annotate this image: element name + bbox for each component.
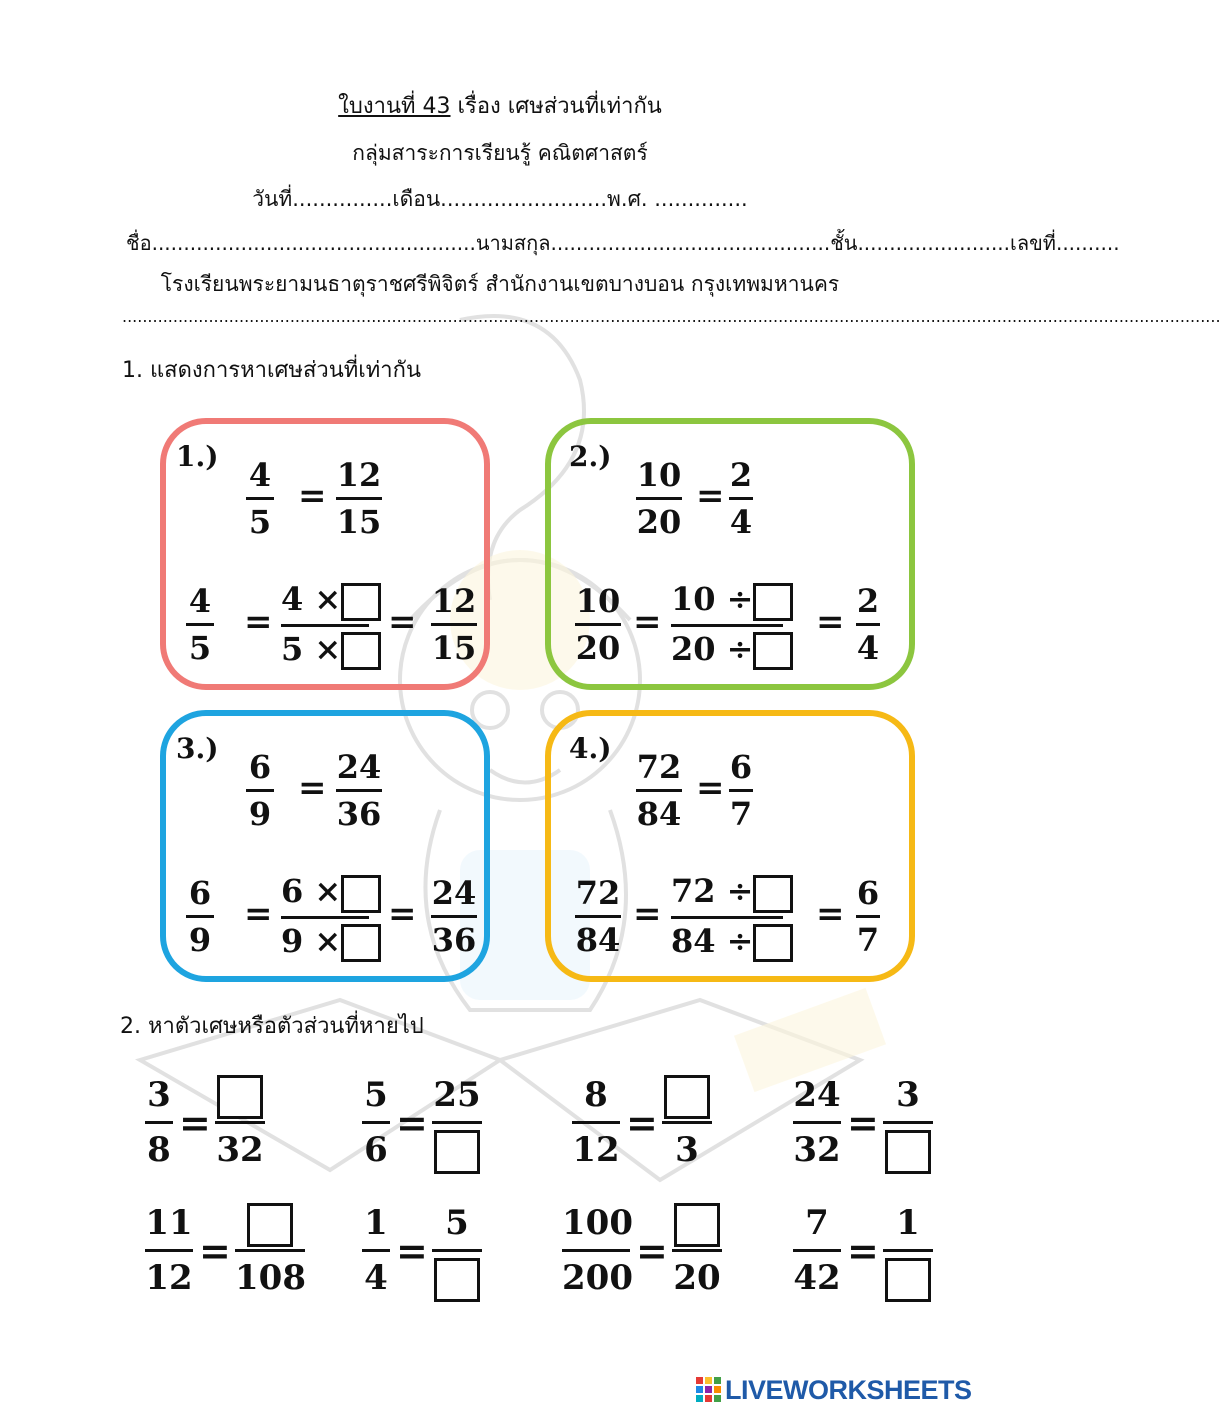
exercise-label: 4.) [569, 732, 612, 765]
answer-box[interactable] [885, 1130, 931, 1174]
denominator: 20 [575, 629, 621, 667]
numerator: 10 [575, 582, 621, 620]
denominator: 3 [675, 1130, 699, 1170]
numerator: 7 [805, 1203, 829, 1243]
work-fraction-result [431, 582, 477, 667]
numerator: 100 [562, 1203, 633, 1243]
denominator: 20 [671, 629, 716, 668]
denominator: 15 [336, 503, 382, 541]
worksheet-title [0, 88, 1000, 123]
worksheet-number: ใบงานที่ 43 [338, 94, 451, 119]
denominator: 200 [562, 1258, 633, 1298]
answer-box[interactable] [341, 924, 381, 962]
numerator: 6 [856, 874, 880, 912]
equals-sign: = [847, 1228, 879, 1273]
exercise-label: 2.) [569, 440, 612, 473]
target-fraction [883, 1200, 933, 1301]
missing-term-problem-1 [145, 1072, 273, 1182]
missing-term-problem-5 [145, 1200, 313, 1310]
denominator: 7 [856, 921, 880, 959]
given-fraction [793, 1072, 841, 1173]
equals-sign: = [816, 894, 845, 934]
numerator: 24 [431, 874, 477, 912]
equals-sign: = [244, 894, 273, 934]
target-fraction [432, 1072, 482, 1173]
equals-sign: = [199, 1228, 231, 1273]
target-fraction [235, 1200, 305, 1301]
section-1-title: 1. แสดงการหาเศษส่วนที่เท่ากัน [122, 358, 422, 383]
given-fraction [362, 1200, 390, 1301]
numerator: 24 [336, 748, 382, 786]
exercise-panel-4 [545, 710, 915, 982]
numerator: 8 [584, 1075, 608, 1115]
equals-sign: = [847, 1100, 879, 1145]
operator: ÷ [726, 921, 754, 960]
equals-sign: = [388, 602, 417, 642]
denominator: 15 [431, 629, 477, 667]
given-fraction [572, 1072, 620, 1173]
missing-term-problem-7 [562, 1200, 730, 1310]
equals-sign: = [179, 1100, 211, 1145]
numerator: 4 [248, 456, 272, 494]
section-2-title: 2. หาตัวเศษหรือตัวส่วนที่หายไป [120, 1014, 424, 1039]
denominator: 108 [235, 1258, 306, 1298]
answer-box[interactable] [753, 583, 793, 621]
equals-sign: = [244, 602, 273, 642]
target-fraction [672, 1200, 722, 1301]
exercise-label: 3.) [176, 732, 219, 765]
numerator: 10 [636, 456, 682, 494]
work-fraction-result [856, 582, 880, 667]
denominator: 5 [248, 503, 272, 541]
denominator: 84 [575, 921, 621, 959]
given-fraction [362, 1072, 390, 1173]
answer-box[interactable] [217, 1075, 263, 1119]
numerator: 11 [145, 1203, 193, 1243]
logo-grid-icon [696, 1377, 722, 1403]
denominator: 4 [364, 1258, 388, 1298]
liveworksheets-logo [696, 1375, 972, 1405]
work-fraction-result [856, 874, 880, 959]
missing-term-problem-6 [362, 1200, 490, 1310]
numerator: 12 [336, 456, 382, 494]
target-fraction [662, 1072, 712, 1173]
target-fraction [215, 1072, 265, 1173]
denominator: 84 [671, 921, 716, 960]
answer-box[interactable] [341, 583, 381, 621]
answer-box[interactable] [753, 632, 793, 670]
student-info-line: ชื่อ...................................................นามสกุล............................................ชั้น........................เลขที่.......... [126, 231, 1120, 255]
school-line: โรงเรียนพระยามนธาตุราชศรีพิจิตร์ สำนักงานเขตบางบอน กรุงเทพมหานคร [160, 272, 840, 296]
answer-box[interactable] [664, 1075, 710, 1119]
denominator: 32 [793, 1130, 841, 1170]
denominator: 9 [281, 921, 304, 960]
work-fraction-result [431, 874, 477, 959]
equals-sign: = [298, 768, 327, 808]
given-fraction-left [636, 748, 682, 833]
numerator: 4 [188, 582, 212, 620]
answer-box[interactable] [885, 1258, 931, 1302]
logo-text: LIVEWORKSHEETS [725, 1374, 972, 1405]
numerator: 6 [248, 748, 272, 786]
equals-sign: = [388, 894, 417, 934]
equals-sign: = [626, 1100, 658, 1145]
operator: ÷ [726, 872, 754, 910]
numerator: 1 [896, 1203, 920, 1243]
denominator: 12 [145, 1258, 193, 1298]
given-fraction [145, 1072, 173, 1173]
numerator: 3 [147, 1075, 171, 1115]
denominator: 12 [572, 1130, 620, 1170]
given-fraction-right [729, 748, 753, 833]
denominator: 6 [364, 1130, 388, 1170]
numerator: 72 [575, 874, 621, 912]
missing-term-problem-3 [572, 1072, 720, 1182]
operator: × [314, 921, 342, 960]
numerator: 10 [671, 580, 716, 618]
denominator: 84 [636, 795, 682, 833]
work-fraction-start [575, 874, 621, 959]
numerator: 5 [364, 1075, 388, 1115]
given-fraction-left [246, 748, 274, 833]
date-line: วันที่...............เดือน.........................พ.ศ. .............. [252, 187, 748, 211]
exercise-panel-1 [160, 418, 490, 690]
equals-sign: = [816, 602, 845, 642]
denominator: 7 [729, 795, 753, 833]
given-fraction [793, 1200, 841, 1301]
numerator: 72 [636, 748, 682, 786]
operation-fraction [671, 872, 783, 962]
denominator: 4 [729, 503, 753, 541]
numerator: 4 [281, 580, 304, 618]
operation-fraction [281, 872, 369, 962]
operation-fraction [281, 580, 369, 670]
denominator: 5 [188, 629, 212, 667]
target-fraction [432, 1200, 482, 1301]
given-fraction [145, 1200, 193, 1301]
answer-box[interactable] [247, 1203, 293, 1247]
missing-term-problem-4 [793, 1072, 941, 1182]
missing-term-problem-8 [793, 1200, 941, 1310]
given-fraction-left [246, 456, 274, 541]
work-fraction-start [575, 582, 621, 667]
worksheet-topic: เรื่อง เศษส่วนที่เท่ากัน [450, 94, 662, 119]
work-fraction-start [186, 874, 214, 959]
equals-sign: = [396, 1100, 428, 1145]
numerator: 2 [729, 456, 753, 494]
given-fraction [562, 1200, 633, 1301]
subject-line: กลุ่มสาระการเรียนรู้ คณิตศาสตร์ [352, 141, 648, 165]
numerator: 6 [281, 872, 304, 910]
divider-line: ........................................................................................................................................................................................................................ [122, 307, 1221, 326]
operator: × [314, 629, 342, 668]
denominator: 8 [147, 1130, 171, 1170]
exercise-panel-3 [160, 710, 490, 982]
denominator: 9 [188, 921, 212, 959]
answer-box[interactable] [341, 632, 381, 670]
numerator: 72 [671, 872, 716, 910]
operator: ÷ [726, 629, 754, 668]
denominator: 5 [281, 629, 304, 668]
missing-term-problem-2 [362, 1072, 490, 1182]
denominator: 42 [793, 1258, 841, 1298]
numerator: 5 [445, 1203, 469, 1243]
denominator: 4 [856, 629, 880, 667]
operator: ÷ [726, 580, 754, 618]
equals-sign: = [633, 602, 662, 642]
given-fraction-right [729, 456, 753, 541]
answer-box[interactable] [434, 1130, 480, 1174]
numerator: 6 [729, 748, 753, 786]
denominator: 32 [216, 1130, 264, 1170]
numerator: 24 [793, 1075, 841, 1115]
numerator: 6 [188, 874, 212, 912]
answer-box[interactable] [434, 1258, 480, 1302]
equals-sign: = [298, 476, 327, 516]
equals-sign: = [633, 894, 662, 934]
exercise-label: 1.) [176, 440, 219, 473]
answer-box[interactable] [341, 875, 381, 913]
equals-sign: = [696, 768, 725, 808]
equals-sign: = [636, 1228, 668, 1273]
answer-box[interactable] [753, 875, 793, 913]
numerator: 1 [364, 1203, 388, 1243]
numerator: 12 [431, 582, 477, 620]
equals-sign: = [696, 476, 725, 516]
numerator: 3 [896, 1075, 920, 1115]
denominator: 20 [673, 1258, 721, 1298]
target-fraction [883, 1072, 933, 1173]
denominator: 36 [336, 795, 382, 833]
given-fraction-right [336, 748, 382, 833]
work-fraction-start [186, 582, 214, 667]
numerator: 2 [856, 582, 880, 620]
denominator: 9 [248, 795, 272, 833]
operator: × [314, 580, 342, 618]
answer-box[interactable] [753, 924, 793, 962]
answer-box[interactable] [674, 1203, 720, 1247]
equals-sign: = [396, 1228, 428, 1273]
operator: × [314, 872, 342, 910]
denominator: 36 [431, 921, 477, 959]
given-fraction-right [336, 456, 382, 541]
operation-fraction [671, 580, 783, 670]
exercise-panel-2 [545, 418, 915, 690]
denominator: 20 [636, 503, 682, 541]
given-fraction-left [636, 456, 682, 541]
numerator: 25 [433, 1075, 481, 1115]
